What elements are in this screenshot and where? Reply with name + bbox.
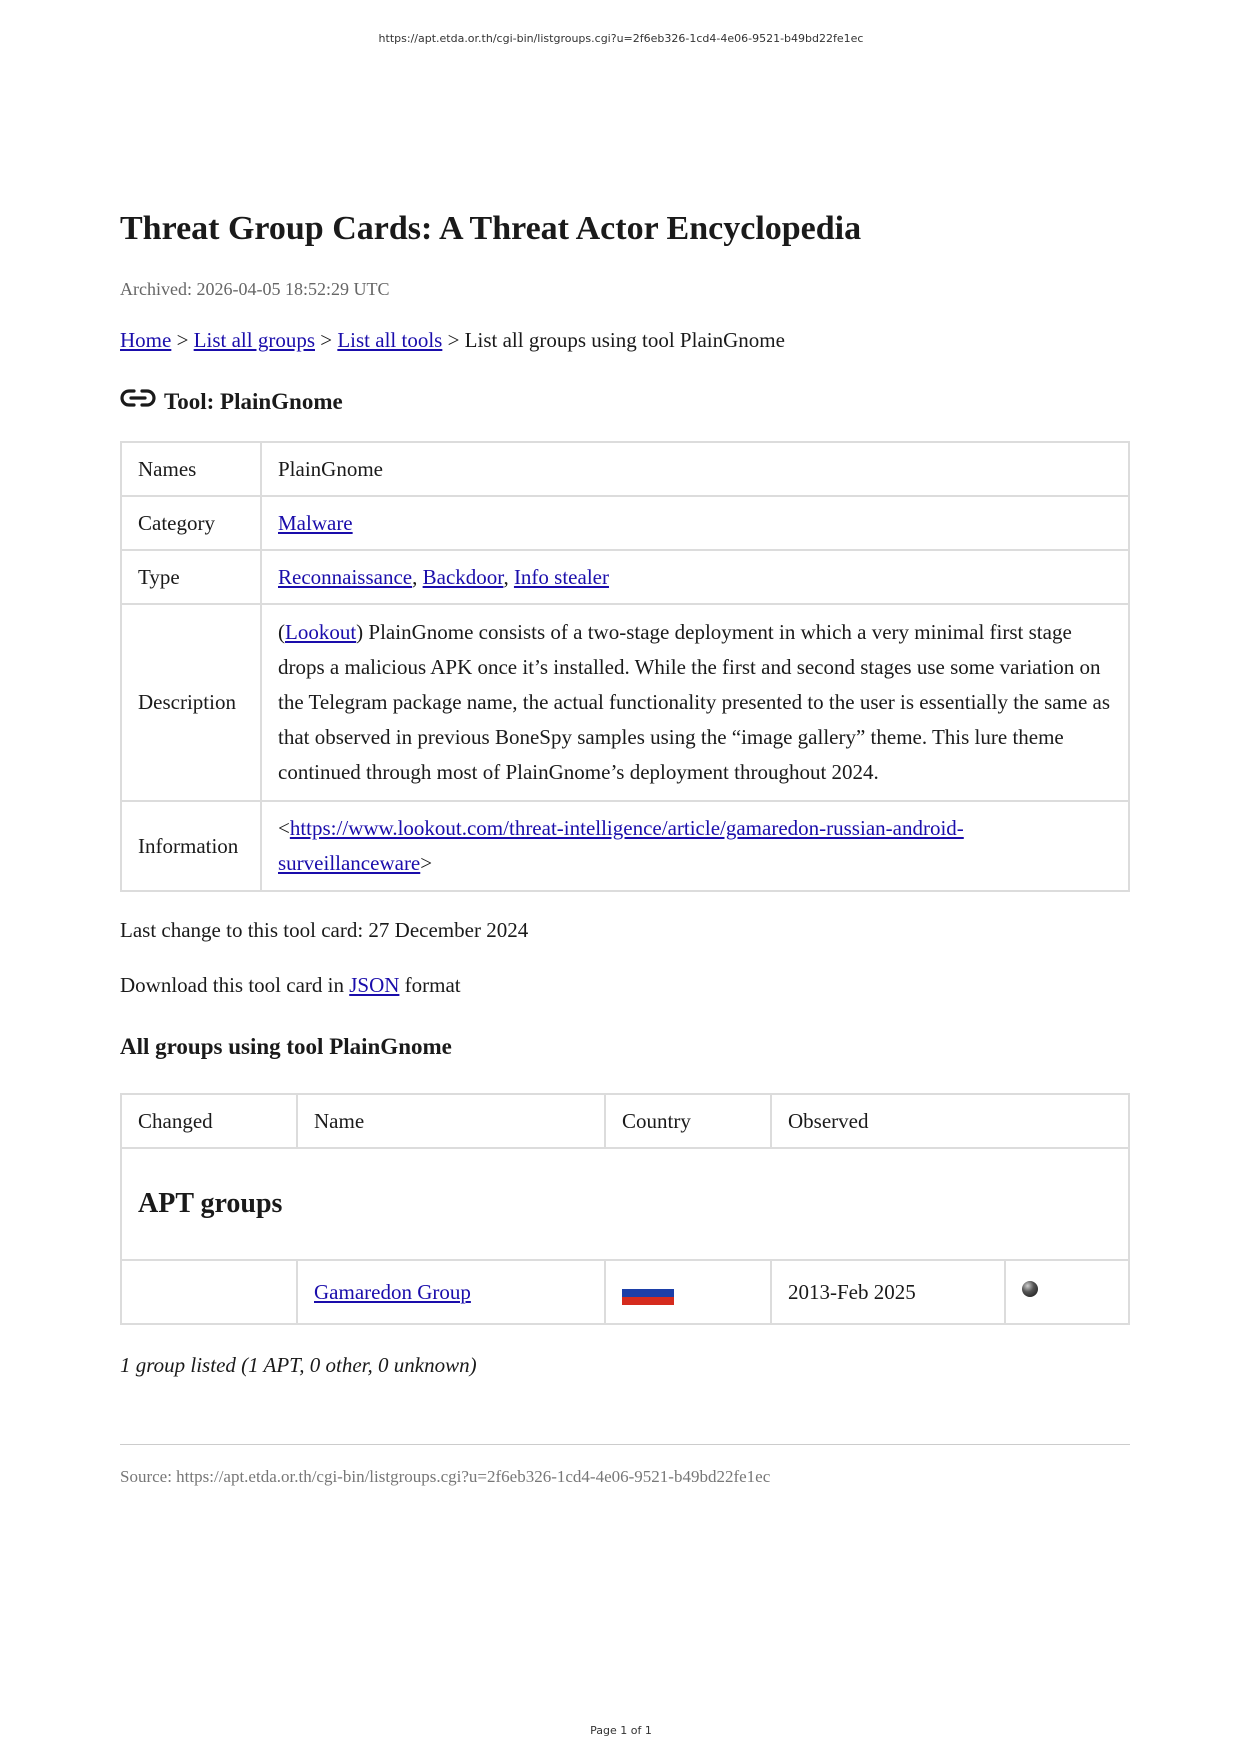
breadcrumb-list-tools-link[interactable]: List all tools	[337, 328, 443, 353]
header-changed: Changed	[121, 1094, 297, 1148]
category-row	[121, 496, 1129, 550]
group-name-cell	[297, 1260, 605, 1324]
information-row	[121, 801, 1129, 891]
breadcrumb	[120, 328, 1130, 353]
description-text: ) PlainGnome consists of a two-stage deployment in which a very minimal first stage drops a malicious APK once it’s installed. While the first and second stages use some variation on the Telegram package name, the actual functionality presented to the user is essentially the same as that observed in previous BoneSpy samples using the “image gallery” theme. This lure theme continued through most of PlainGnome’s deployment throughout 2024.	[278, 620, 1111, 785]
tool-card-table	[120, 441, 1130, 892]
table-row	[121, 1260, 1129, 1324]
category-cell	[261, 496, 1129, 550]
flag-stripe	[622, 1281, 674, 1289]
group-status-cell	[1005, 1260, 1129, 1324]
russia-flag-icon	[622, 1281, 674, 1305]
category-malware-link[interactable]: Malware	[278, 510, 353, 535]
groups-table	[120, 1093, 1130, 1325]
flag-stripe	[622, 1289, 674, 1297]
gamaredon-group-link[interactable]: Gamaredon Group	[314, 1279, 471, 1304]
description-paren: (	[278, 620, 285, 645]
divider	[120, 1444, 1130, 1445]
type-cell	[261, 550, 1129, 604]
information-label: Information	[121, 801, 261, 891]
type-label: Type	[121, 550, 261, 604]
flag-stripe	[622, 1297, 674, 1305]
names-value: PlainGnome	[261, 442, 1129, 496]
group-country-cell	[605, 1260, 771, 1324]
header-observed: Observed	[771, 1094, 1129, 1148]
breadcrumb-current: > List all groups using tool PlainGnome	[442, 328, 785, 353]
main-content	[120, 210, 1130, 1487]
type-info-stealer-link[interactable]: Info stealer	[513, 564, 609, 589]
group-changed	[121, 1260, 297, 1324]
page-number: Page 1 of 1	[590, 1724, 652, 1737]
groups-summary: 1 group listed (1 APT, 0 other, 0 unknown)	[120, 1353, 477, 1378]
groups-header-row	[121, 1094, 1129, 1148]
download-suffix: format	[399, 973, 461, 998]
description-label: Description	[121, 604, 261, 801]
type-row	[121, 550, 1129, 604]
type-reconnaissance-link[interactable]: Reconnaissance	[278, 564, 413, 589]
information-close: >	[420, 851, 433, 876]
print-header-url: https://apt.etda.or.th/cgi-bin/listgroups.cgi?u=2f6eb326-1cd4-4e06-9521-b49bd22fe1ec	[378, 32, 864, 45]
information-cell	[261, 801, 1129, 891]
status-dot-icon	[1022, 1281, 1038, 1297]
group-observed: 2013-Feb 2025	[771, 1260, 1005, 1324]
breadcrumb-separator: >	[315, 328, 338, 353]
information-open: <	[278, 816, 290, 841]
archived-timestamp: Archived: 2026-04-05 18:52:29 UTC	[120, 279, 390, 300]
last-change: Last change to this tool card: 27 December 2024	[120, 918, 529, 943]
type-comma: ,	[503, 564, 514, 589]
type-backdoor-link[interactable]: Backdoor	[422, 564, 504, 589]
download-line	[120, 973, 1130, 998]
apt-section-heading: APT groups	[121, 1148, 1129, 1260]
apt-section-row	[121, 1148, 1129, 1260]
category-label: Category	[121, 496, 261, 550]
breadcrumb-home-link[interactable]: Home	[120, 328, 172, 353]
names-row	[121, 442, 1129, 496]
description-cell	[261, 604, 1129, 801]
groups-title: All groups using tool PlainGnome	[120, 1034, 452, 1060]
page-title: Threat Group Cards: A Threat Actor Encyclopedia	[120, 210, 862, 247]
information-link[interactable]: https://www.lookout.com/threat-intelligence/article/gamaredon-russian-android-surveillanceware	[278, 816, 964, 876]
link-icon	[120, 387, 156, 409]
header-country: Country	[605, 1094, 771, 1148]
names-label: Names	[121, 442, 261, 496]
source-url: Source: https://apt.etda.or.th/cgi-bin/listgroups.cgi?u=2f6eb326-1cd4-4e06-9521-b49bd22fe1ec	[120, 1467, 771, 1487]
tool-heading	[120, 387, 1130, 415]
type-comma: ,	[412, 564, 423, 589]
breadcrumb-separator: >	[171, 328, 194, 353]
json-download-link[interactable]: JSON	[349, 973, 400, 998]
breadcrumb-list-groups-link[interactable]: List all groups	[193, 328, 315, 353]
header-name: Name	[297, 1094, 605, 1148]
download-prefix: Download this tool card in	[120, 973, 350, 998]
description-row	[121, 604, 1129, 801]
tool-heading-text: Tool: PlainGnome	[164, 389, 343, 415]
description-source-link[interactable]: Lookout	[285, 620, 357, 645]
